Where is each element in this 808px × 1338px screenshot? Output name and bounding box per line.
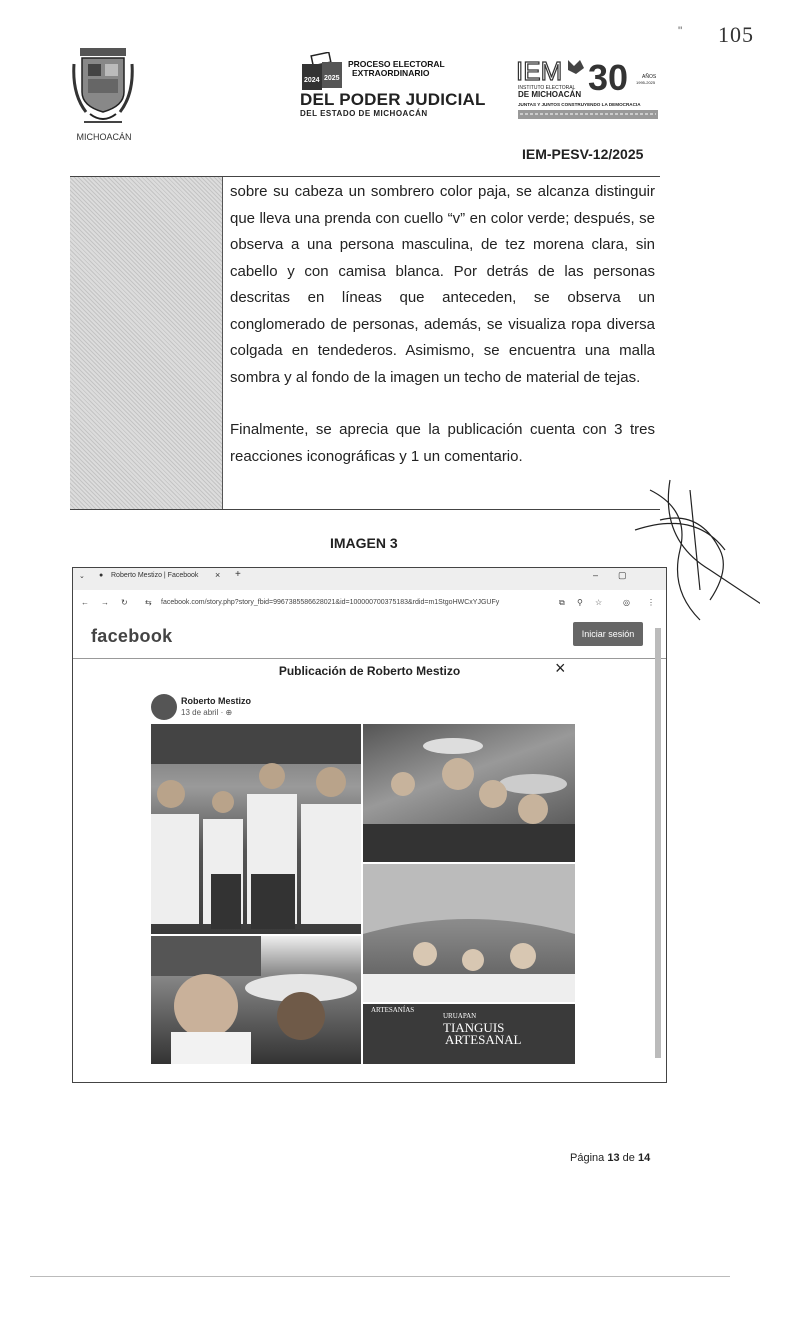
pe-year-2025: 2025 xyxy=(324,75,340,82)
modal-close-icon[interactable]: × xyxy=(555,658,566,678)
ballot-box-icon xyxy=(300,52,346,92)
document-id: IEM-PESV-12/2025 xyxy=(522,146,644,162)
page-tick-mark: " xyxy=(678,24,683,38)
footer-sep: de xyxy=(622,1152,635,1164)
profile-icon[interactable]: ◎ xyxy=(623,598,630,607)
photo-two-men-closeup-graphic xyxy=(151,936,361,1064)
paragraph-1: sobre su cabeza un sombrero color paja, se alcanza distinguir que lleva una prenda con cuello “v” en color verde; después, se observa a una persona masculina, de tez morena clara, sin cabello y con camisa blanca. Por detrás de las personas descritas en líneas que anteceden, se observa un conglomerado de personas, además, se visualiza ropa diversa colgada en tendederos. Asimismo, se encuentra una malla sombra y al fondo de la imagen un techo de material de tejas. xyxy=(230,183,655,386)
globe-icon: ⊕ xyxy=(225,708,233,717)
browser-tab[interactable]: Roberto Mestizo | Facebook xyxy=(111,572,199,579)
pe-heading xyxy=(348,60,445,78)
bookmark-star-icon[interactable]: ☆ xyxy=(595,598,603,607)
pe-line2: EXTRAORDINARIO xyxy=(352,68,430,78)
pe-subtitle: DEL ESTADO DE MICHOACÁN xyxy=(300,109,428,118)
iem-anos: AÑOS xyxy=(642,74,657,80)
open-in-app-icon[interactable]: ⧉ xyxy=(559,598,565,607)
banner-artesanal: ARTESANAL xyxy=(445,1032,522,1047)
post-author[interactable]: Roberto Mestizo xyxy=(181,696,252,706)
iem-line2: DE MICHOACÁN xyxy=(518,90,582,99)
photo-group-men[interactable] xyxy=(151,724,361,934)
new-tab-icon[interactable]: + xyxy=(235,569,241,580)
facebook-logo[interactable]: facebook xyxy=(91,626,173,646)
description-table xyxy=(70,176,660,510)
photo-market-umbrella-graphic xyxy=(363,864,575,1002)
photo-tianguis-banner[interactable] xyxy=(363,1004,575,1064)
maximize-icon[interactable]: ▢ xyxy=(618,570,627,580)
pe-year-2024: 2024 xyxy=(304,77,320,84)
pe-line1: PROCESO ELECTORAL xyxy=(348,59,445,69)
minimize-icon[interactable]: – xyxy=(593,570,599,580)
post-date-text: 13 de abril · xyxy=(181,708,224,717)
login-button[interactable]: Iniciar sesión xyxy=(573,622,643,646)
photo-market-umbrella[interactable] xyxy=(363,864,575,1002)
modal-title: Publicación de Roberto Mestizo xyxy=(278,664,461,678)
seal-label: MICHOACÁN xyxy=(76,132,132,142)
iem-30: 30 xyxy=(588,57,629,98)
photo-two-men-closeup[interactable] xyxy=(151,936,361,1064)
description-cell xyxy=(230,179,655,496)
redacted-column xyxy=(70,177,223,509)
handwritten-page-number: 105 xyxy=(718,22,754,47)
avatar[interactable] xyxy=(151,694,177,720)
paragraph-2: Finalmente, se aprecia que la publicación cuenta con 3 tres reacciones iconográficas y 1 un comentario. xyxy=(230,421,655,465)
browser-tab-bar xyxy=(73,568,666,590)
image-title: IMAGEN 3 xyxy=(330,535,398,551)
photo-crowd-hats[interactable] xyxy=(363,724,575,862)
tab-close-icon[interactable]: × xyxy=(215,570,221,580)
iem-tagline: JUNTAS Y JUNTOS CONSTRUYENDO LA DEMOCRACIA xyxy=(518,102,641,107)
footer-label: Página xyxy=(570,1152,605,1164)
footer-total-pages: 14 xyxy=(637,1152,651,1164)
facebook-screenshot xyxy=(72,567,667,1083)
reload-icon[interactable]: ↻ xyxy=(121,598,128,607)
iem-30-anos-logo-icon xyxy=(516,56,666,126)
banner-uruapan: URUAPAN xyxy=(443,1012,477,1020)
banner-artesanias: ARTESANÍAS xyxy=(371,1006,415,1014)
url-field[interactable]: facebook.com/story.php?story_fbid=9967385586628021&id=100000700375183&rdid=m1StgoHWCxYJGUFy xyxy=(161,599,500,606)
bottom-divider xyxy=(30,1276,730,1277)
facebook-favicon-icon: ● xyxy=(99,572,104,579)
menu-dots-icon[interactable]: ⋮ xyxy=(647,598,655,607)
chevron-down-icon[interactable]: ⌄ xyxy=(79,573,85,580)
iem-line1: INSTITUTO ELECTORAL xyxy=(518,85,576,91)
back-icon[interactable]: ← xyxy=(81,598,89,607)
pe-title: DEL PODER JUDICIAL xyxy=(300,90,486,109)
photo-crowd-hats-graphic xyxy=(363,724,575,862)
iem-wordmark: IEM xyxy=(516,56,563,86)
michoacan-seal-icon xyxy=(72,44,134,134)
banner-tianguis: TIANGUIS xyxy=(443,1020,505,1035)
page-footer xyxy=(570,1152,650,1164)
forward-icon[interactable]: → xyxy=(101,598,109,607)
iem-range: 1995-2025 xyxy=(636,80,656,85)
site-info-icon[interactable]: ⇆ xyxy=(145,598,152,607)
photo-group-men-graphic xyxy=(151,724,361,934)
zoom-icon[interactable]: ⚲ xyxy=(577,598,583,607)
facebook-header xyxy=(73,618,666,659)
scrollbar[interactable] xyxy=(655,628,661,1058)
footer-current-page: 13 xyxy=(607,1152,620,1164)
address-bar xyxy=(73,592,666,614)
post-date xyxy=(181,708,232,717)
